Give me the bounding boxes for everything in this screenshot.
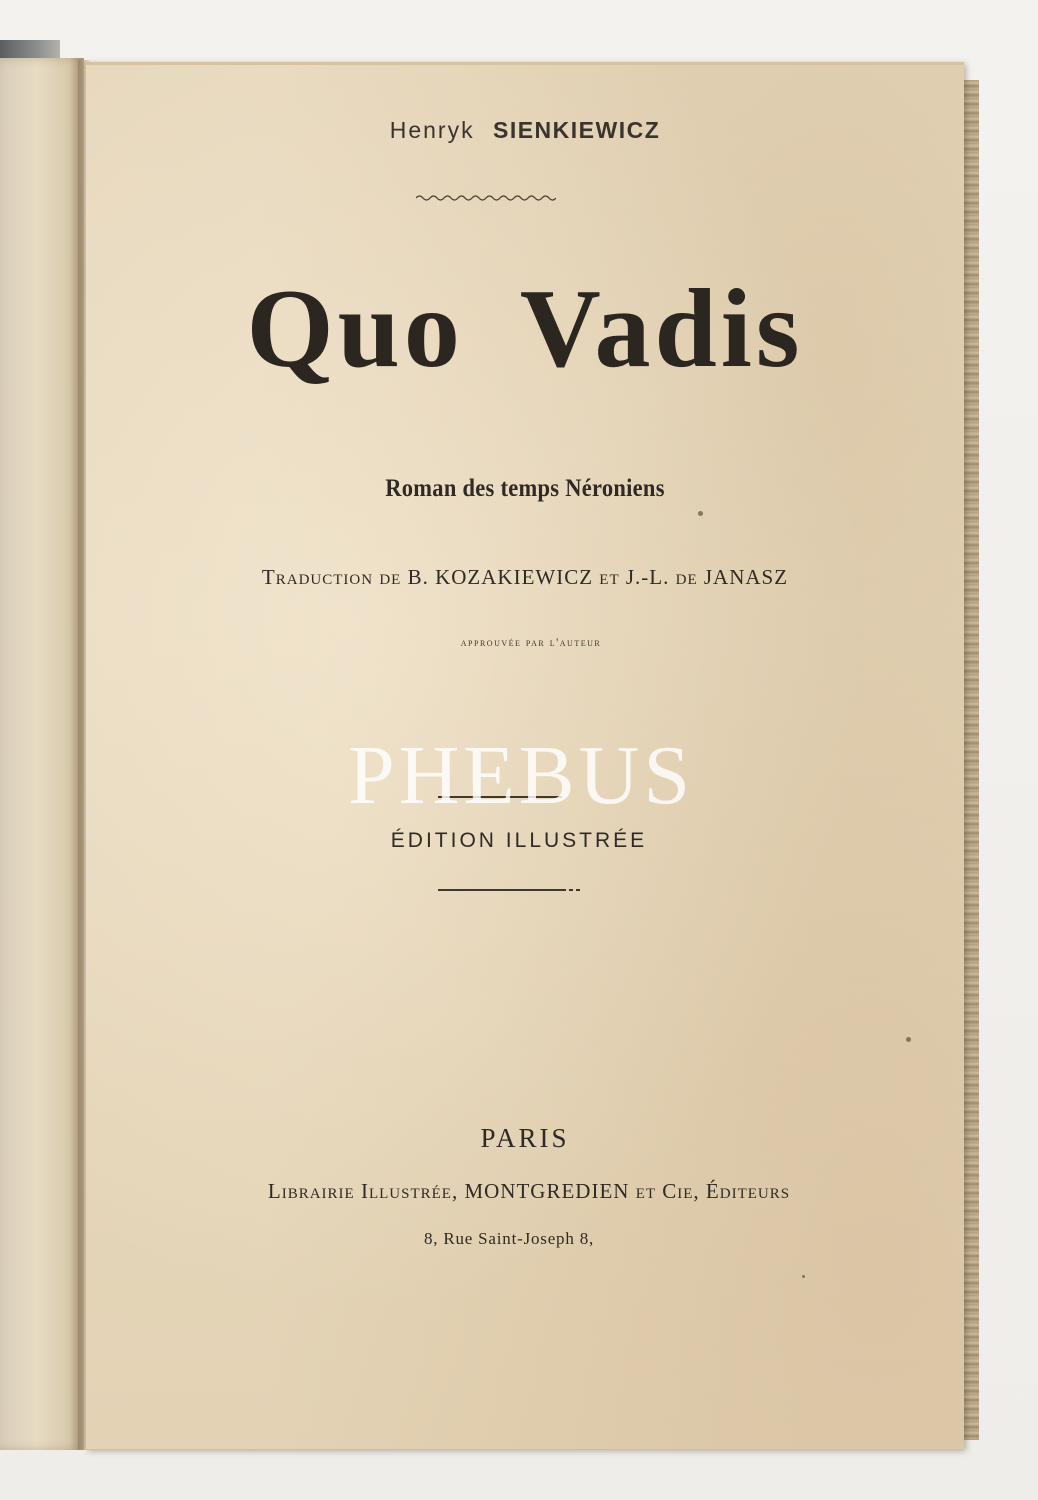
approval-note: approuvée par l'auteur bbox=[460, 635, 602, 649]
divider-rule-bottom bbox=[438, 889, 562, 891]
publisher-prefix: Librairie Illustrée, bbox=[267, 1179, 459, 1203]
paper-speck bbox=[802, 1275, 805, 1278]
publisher-name: MONTGREDIEN bbox=[464, 1179, 630, 1203]
translator-1: B. KOZAKIEWICZ bbox=[407, 565, 594, 589]
translation-credit bbox=[86, 565, 964, 590]
translation-joiner: et bbox=[599, 565, 620, 589]
translator-2-name: JANASZ bbox=[703, 565, 789, 589]
divider-rule-bottom-dashes bbox=[562, 889, 580, 891]
translator-2-initials: J.-L. bbox=[625, 565, 670, 589]
title-page bbox=[86, 62, 964, 1449]
title-word-quo: Quo bbox=[246, 267, 464, 391]
publication-city: PARIS bbox=[480, 1123, 570, 1153]
publisher-line bbox=[90, 1179, 968, 1204]
title-word-vadis: Vadis bbox=[519, 267, 804, 391]
ornamental-wave-rule bbox=[416, 193, 556, 203]
author-line bbox=[86, 117, 964, 144]
paper-speck bbox=[698, 511, 703, 516]
publisher-address: 8, Rue Saint-Joseph 8, bbox=[423, 1229, 595, 1248]
edition-label: ÉDITION ILLUSTRÉE bbox=[390, 829, 648, 852]
book-title bbox=[86, 267, 964, 391]
translation-prefix: Traduction de bbox=[261, 565, 402, 589]
author-first-name: Henryk bbox=[389, 117, 475, 143]
publisher-suffix: et Cie, Éditeurs bbox=[635, 1179, 791, 1203]
paper-speck bbox=[906, 1037, 911, 1042]
book-subtitle: Roman des temps Néroniens bbox=[385, 475, 665, 502]
watermark: PHEBUS bbox=[347, 729, 695, 822]
translator-2-particle: de bbox=[675, 565, 698, 589]
author-last-name: SIENKIEWICZ bbox=[492, 117, 661, 143]
